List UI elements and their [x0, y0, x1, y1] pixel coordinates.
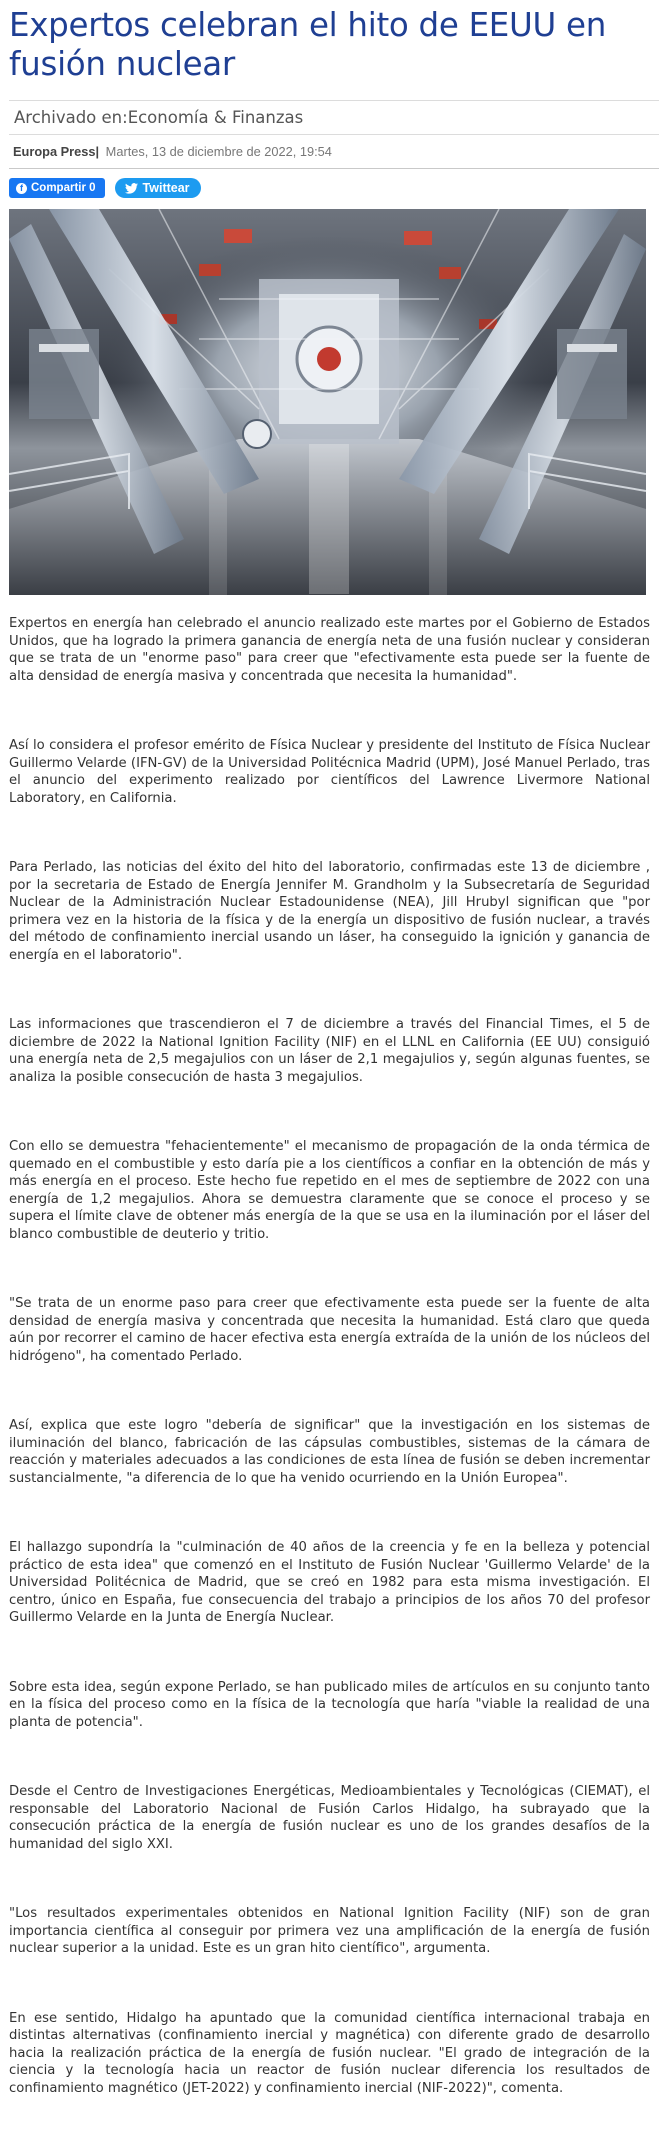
- paragraph: Desde el Centro de Investigaciones Energéticas, Medioambientales y Tecnológicas (CIEMAT), el responsable del Laboratorio Nacional de Fusión Carlos Hidalgo, ha subrayado que la consecución práctica de la energía de fusión nuclear es uno de los grandes desafíos de la humanidad del siglo XXI.: [9, 1784, 650, 1852]
- publish-date: Martes, 13 de diciembre de 2022, 19:54: [105, 144, 332, 159]
- article-headline: Expertos celebran el hito de EEUU en fusión nuclear: [9, 6, 607, 83]
- article-photo: [9, 209, 646, 595]
- share-buttons: [9, 174, 659, 202]
- facebook-icon: f: [16, 183, 27, 194]
- category-link[interactable]: Economía & Finanzas: [127, 108, 304, 127]
- paragraph: Las informaciones que trascendieron el 7 de diciembre a través del Financial Times, el 5 de diciembre de 2022 la National Ignition Facility (NIF) en el LLNL en California (EE UU) consiguió una energía neta de 2,5 megajulios con un láser de 2,1 megajulios y, según algunas fuentes, se analiza la posible consecución de hasta 3 megajulios.: [9, 1017, 650, 1085]
- paragraph: Expertos en energía han celebrado el anuncio realizado este martes por el Gobierno de Estados Unidos, que ha logrado la primera ganancia de energía neta de una fusión nuclear y consideran que se trata de un "enorme paso" para creer que "efectivamente esta puede ser la fuente de alta densidad de energía masiva y concentrada que necesita la humanidad".: [9, 616, 650, 684]
- archive-prefix: Archivado en:: [14, 108, 128, 127]
- paragraph: Con ello se demuestra "fehacientemente" el mecanismo de propagación de la onda térmica de quemado en el combustible y esto daría pie a los científicos a confiar en la obtención de más y más energía en el proceso. Este hecho fue repetido en el mes de septiembre de 2022 con una energía de 1,2 megajulios. Ahora se demuestra claramente que se conoce el proceso y se supera el límite clave de obtener más energía de la que se usa en la iluminación por el láser del blanco combustible de deuterio y tritio.: [9, 1139, 650, 1242]
- twitter-share-label: Twittear: [142, 181, 190, 195]
- paragraph: Así lo considera el profesor emérito de Física Nuclear y presidente del Instituto de Física Nuclear Guillermo Velarde (IFN-GV) de la Universidad Politécnica Madrid (UPM), José Manuel Perlado, tras el anuncio del experimento realizado por científicos del Lawrence Livermore National Laboratory, en California.: [9, 738, 650, 806]
- archive-category-bar: [9, 100, 659, 135]
- twitter-icon: [125, 183, 138, 194]
- paragraph: Así, explica que este logro "debería de significar" que la investigación en los sistemas de iluminación del blanco, fabricación de las cápsulas combustibles, sistemas de la cámara de reacción y materiales adecuados a las condiciones de esta línea de fusión se deben incrementar sustancialmente, "a diferencia de lo que ha venido ocurriendo en la Unión Europea".: [9, 1418, 650, 1486]
- paragraph: Sobre esta idea, según expone Perlado, se han publicado miles de artículos en su conjunto tanto en la física del proceso como en la física de la tecnología que haría "viable la realidad de una planta de potencia".: [9, 1679, 650, 1730]
- facebook-share-label: Compartir 0: [31, 182, 96, 194]
- byline: [9, 135, 659, 169]
- paragraph: "Se trata de un enorme paso para creer que efectivamente esta puede ser la fuente de alta densidad de energía masiva y concentrada que necesita la humanidad. Está claro que queda aún por recorrer el camino de hacer efectiva esta energía extraída de la unión de los núcleos del hidrógeno", ha comentado Perlado.: [9, 1296, 650, 1364]
- paragraph: Para Perlado, las noticias del éxito del hito del laboratorio, confirmadas este 13 de diciembre , por la secretaria de Estado de Energía Jennifer M. Grandholm y la Subsecretaría de Seguridad Nuclear de la Administración Nuclear Estadounidense (NEA), Jill Hrubyl significan que "por primera vez en la historia de la física y de la energía un dispositivo de fusión nuclear, a través del método de confinamiento inercial usando un láser, ha conseguido la ignición y ganancia de energía en el laboratorio".: [9, 860, 650, 963]
- facebook-share-button[interactable]: [9, 178, 105, 198]
- twitter-share-button[interactable]: [115, 178, 201, 198]
- byline-separator: |: [95, 144, 100, 159]
- paragraph: El hallazgo supondría la "culminación de 40 años de la creencia y fe en la belleza y potencial práctico de esta idea" que comenzó en el Instituto de Fusión Nuclear 'Guillermo Velarde' de la Universidad Politécnica de Madrid, que se creó en 1982 para esta misma investigación. El centro, único en España, fue consecuencia del trabajo a principios de los años 70 del profesor Guillermo Velarde en la Junta de Energía Nuclear.: [9, 1540, 650, 1625]
- paragraph: En ese sentido, Hidalgo ha apuntado que la comunidad científica internacional trabaja en distintas alternativas (confinamiento inercial y magnética) con diferente grado de desarrollo hacia la realización práctica de la energía de fusión nuclear. "El grado de integración de la ciencia y la tecnología hacia un reactor de fusión nuclear diferencia los resultados de confinamiento magnético (JET-2022) y confinamiento inercial (NIF-2022)", comenta.: [9, 2010, 650, 2096]
- article-body: [9, 615, 650, 2097]
- article-container: [9, 0, 659, 2149]
- source-name: Europa Press: [13, 144, 96, 159]
- paragraph: "Los resultados experimentales obtenidos en National Ignition Facility (NIF) son de gran importancia científica al conseguir por primera vez una amplificación de la energía de fusión nuclear superior a la unidad. Este es un gran hito científico", argumenta.: [9, 1906, 650, 1956]
